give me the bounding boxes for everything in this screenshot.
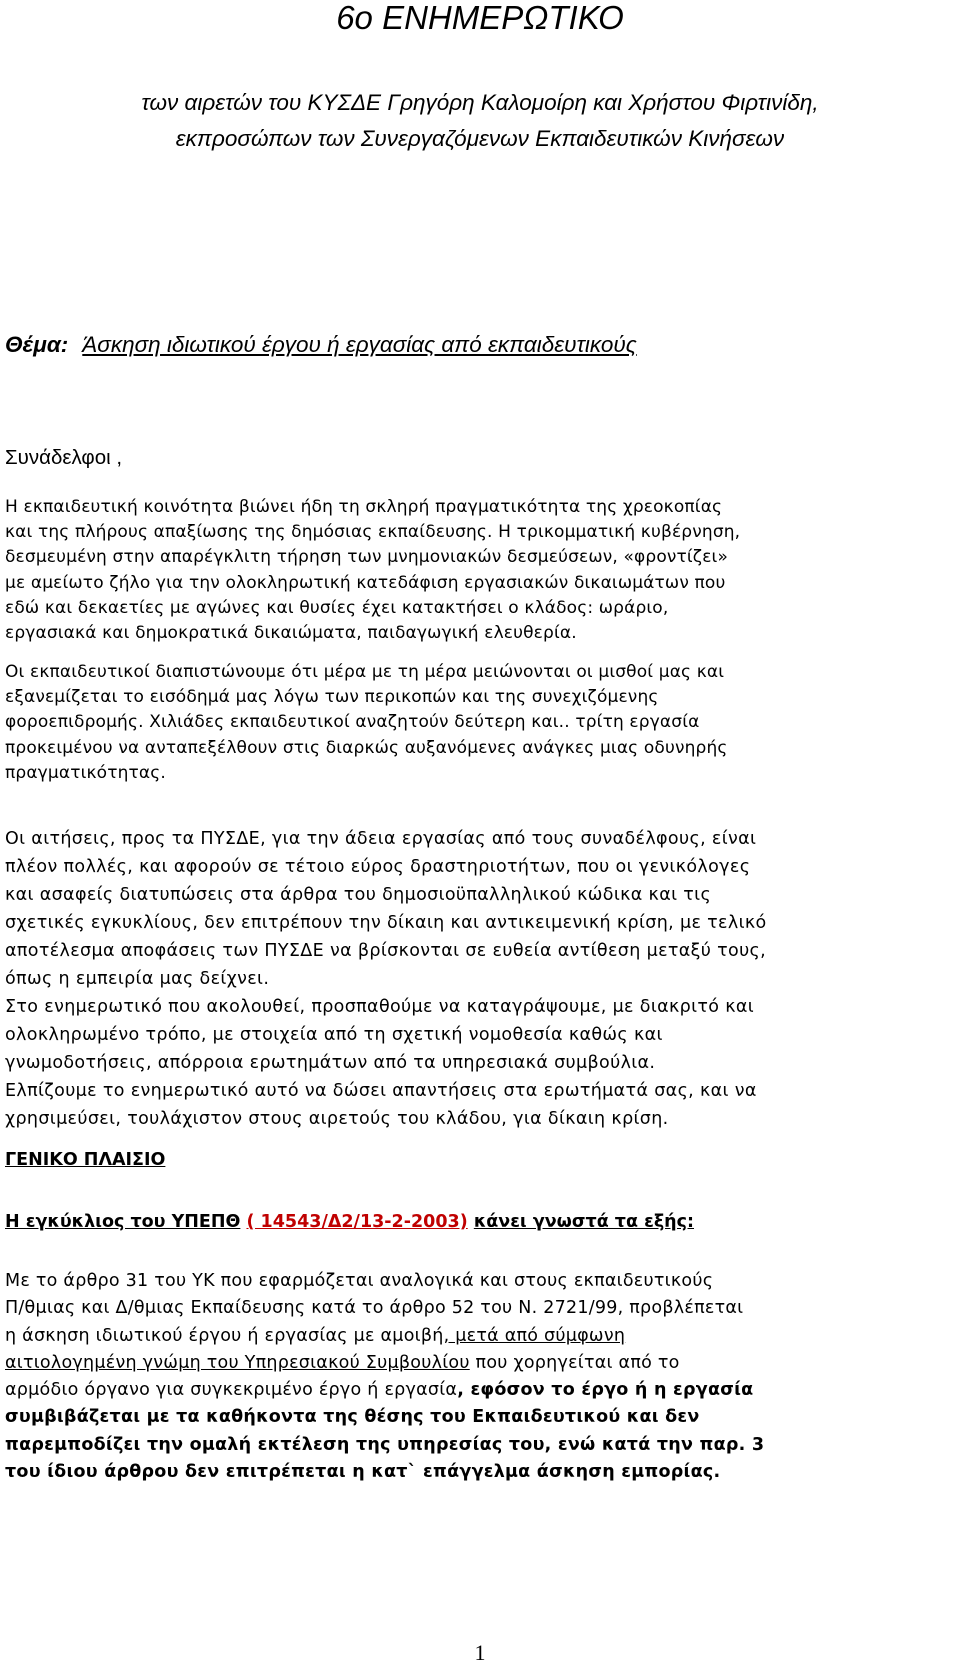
text-line [5,1350,935,1377]
text-line: εργασιακά και δημοκρατικά δικαιώματα, παιδαγωγική ελευθερία. [5,623,577,644]
text-line: γνωμοδοτήσεις, απόρροια ερωτημάτων από τα υπηρεσιακά συμβούλια. [5,1053,656,1073]
circular-prefix: Η εγκύκλιος του ΥΠΕΠΘ [5,1212,241,1232]
subject-line [5,330,637,360]
text-line: όπως η εμπειρία μας δείχνει. [5,969,270,989]
text-line: σχετικές εγκυκλίους, δεν επιτρέπουν την δίκαιη και αντικειμενική κρίση, με τελικό [5,913,767,933]
text-line: Στο ενημερωτικό που ακολουθεί, προσπαθούμε να καταγράψουμε, με διακριτό και [5,997,755,1017]
text-line: προκειμένου να ανταπεξέλθουν στις διαρκώς αυξανόμενες ανάγκες μιας οδυνηρής [5,737,728,758]
text-line: πλέον πολλές, και αφορούν σε τέτοιο εύρος δραστηριοτήτων, που οι γενικόλογες [5,857,751,877]
text-line: αποτέλεσμα αποφάσεις των ΠΥΣΔΕ να βρίσκονται σε ευθεία αντίθεση μεταξύ τους, [5,941,767,961]
text-segment-bold: του ίδιου άρθρου δεν επιτρέπεται η κατ` επάγγελμα άσκηση εμπορίας. [5,1462,721,1483]
text-line [5,1404,935,1431]
text-segment: που χορηγείται από το [469,1352,680,1373]
document-title: 6ο ΕΝΗΜΕΡΩΤΙΚΟ [336,0,624,36]
paragraph-article-31 [5,1268,935,1486]
text-segment: αρμόδιο όργανο για συγκεκριμένο έργο ή εργασία [5,1380,458,1401]
text-line: εξανεμίζεται το εισόδημά μας λόγω των περικοπών και της συνεχιζόμενης [5,687,659,708]
paragraph-intro [5,495,935,646]
text-line: εδώ και δεκαετίες με αγώνες και θυσίες έχει κατακτήσει ο κλάδος: ωράριο, [5,597,669,618]
text-line: φοροεπιδρομής. Χιλιάδες εκπαιδευτικοί αναζητούν δεύτερη και.. τρίτη εργασία [5,712,700,733]
greeting: Συνάδελφοι , [5,446,123,469]
text-line: Π/θμιας και Δ/θμιας Εκπαίδευσης κατά το άρθρο 52 του Ν. 2721/99, προβλέπεται [5,1298,744,1319]
text-segment-bold: παρεμποδίζει την ομαλή εκτέλεση της υπηρεσίας του, ενώ κατά την παρ. 3 [5,1434,765,1455]
text-segment-bold: συμβιβάζεται με τα καθήκοντα της θέσης του Εκπαιδευτικού και δεν [5,1407,700,1428]
subject-label: Θέμα: [5,332,69,357]
text-line [5,1377,935,1404]
circular-suffix: κάνει γνωστά τα εξής: [473,1212,694,1232]
text-segment-underlined: αιτιολογημένη γνώμη του Υπηρεσιακού Συμβουλίου [5,1352,470,1373]
document-subtitle [20,85,940,157]
text-line: Η εκπαιδευτική κοινότητα βιώνει ήδη τη σκληρή πραγματικότητα της χρεοκοπίας [5,497,723,517]
subject-text: Άσκηση ιδιωτικού έργου ή εργασίας από εκπαιδευτικούς [82,332,637,357]
text-line [5,1459,935,1486]
text-line: Ελπίζουμε το ενημερωτικό αυτό να δώσει απαντήσεις στα ερωτήματά σας, και να [5,1081,757,1101]
text-line [5,1323,935,1350]
subtitle-line-1: των αιρετών του ΚΥΣΔΕ Γρηγόρη Καλομοίρη και Χρήστου Φιρτινίδη, [141,90,819,115]
text-segment: η άσκηση ιδιωτικού έργου ή εργασίας με αμοιβή [5,1325,444,1346]
paragraph-applications [5,825,935,1133]
text-segment-underlined: , μετά από σύμφωνη [443,1325,626,1346]
text-segment-bold: , εφόσον το έργο ή η εργασία [457,1380,754,1401]
text-line: ολοκληρωμένο τρόπο, με στοιχεία από τη σχετική νομοθεσία καθώς και [5,1025,663,1045]
subtitle-line-2: εκπροσώπων των Συνεργαζόμενων Εκπαιδευτικών Κινήσεων [175,126,785,151]
text-line: και ασαφείς διατυπώσεις στα άρθρα του δημοσιοϋπαλληλικού κώδικα και τις [5,885,712,905]
text-line: και της πλήρους απαξίωσης της δημόσιας εκπαίδευσης. Η τρικομματική κυβέρνηση, [5,522,741,543]
text-line: Οι εκπαιδευτικοί διαπιστώνουμε ότι μέρα με τη μέρα μειώνονται οι μισθοί μας και [5,662,725,682]
circular-reference: ( 14543/Δ2/13-2-2003) [246,1212,468,1232]
page-number: 1 [474,1640,486,1665]
text-line: χρησιμεύσει, τουλάχιστον στους αιρετούς του κλάδου, για δίκαιη κρίση. [5,1109,669,1129]
text-line: Οι αιτήσεις, προς τα ΠΥΣΔΕ, για την άδεια εργασίας από τους συναδέλφους, είναι [5,829,757,849]
circular-heading [5,1212,694,1232]
text-line: δεσμευμένη στην απαρέγκλιτη τήρηση των μνημονιακών δεσμεύσεων, «φροντίζει» [5,547,728,568]
section-heading-general: ΓΕΝΙΚΟ ΠΛΑΙΣΙΟ [5,1150,166,1170]
text-line: Με το άρθρο 31 του ΥΚ που εφαρμόζεται αναλογικά και στους εκπαιδευτικούς [5,1271,714,1291]
text-line: πραγματικότητας. [5,762,166,783]
text-line [5,1432,935,1459]
text-line: με αμείωτο ζήλο για την ολοκληρωτική κατεδάφιση εργασιακών δικαιωμάτων που [5,572,726,593]
paragraph-income [5,660,935,786]
